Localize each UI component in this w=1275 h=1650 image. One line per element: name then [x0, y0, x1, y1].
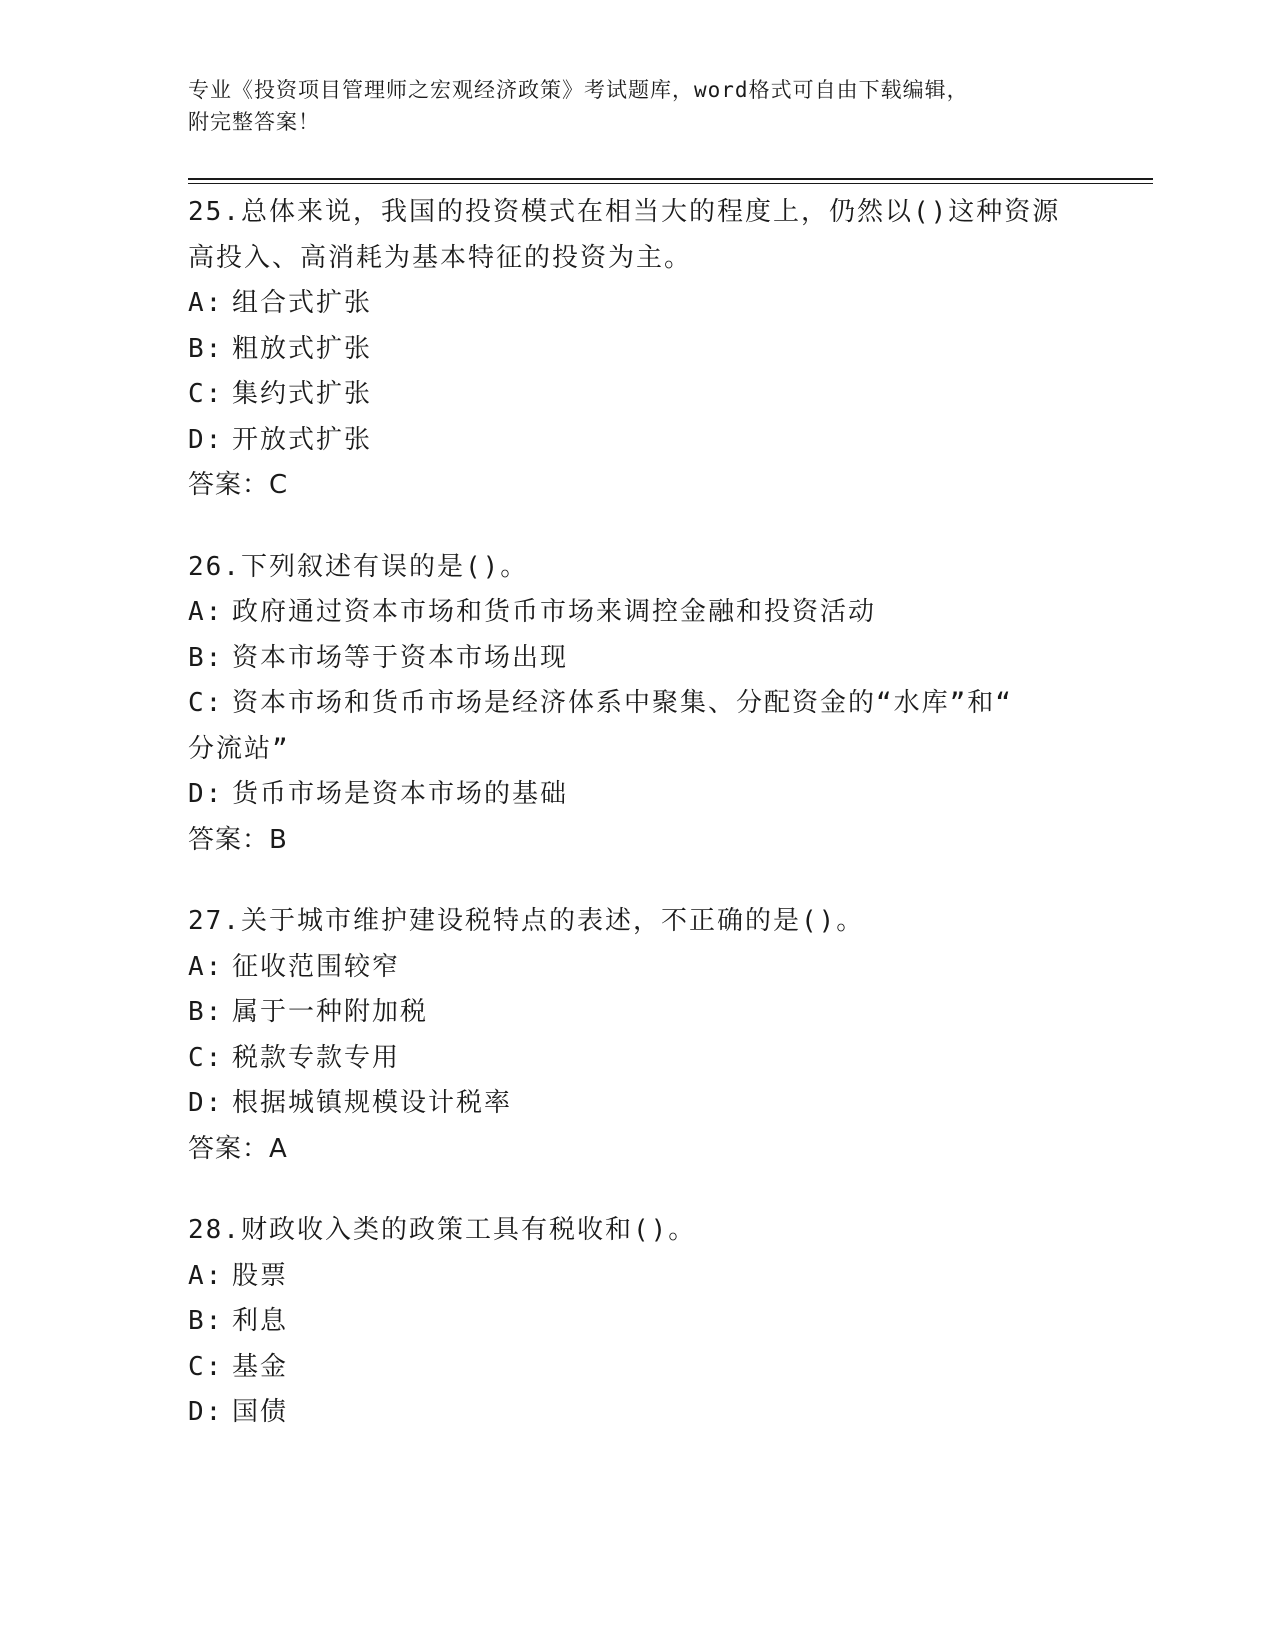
question-26 [188, 545, 1088, 864]
option-d [188, 1390, 1088, 1436]
option-text: 国债 [232, 1397, 289, 1427]
option-key: C: [188, 1351, 224, 1382]
option-text: 资本市场和货币市场是经济体系中聚集、分配资金的“水库”和“ [232, 688, 1013, 718]
option-key: B: [188, 1306, 224, 1336]
option-d [188, 1081, 1088, 1127]
question-25 [188, 190, 1088, 509]
option-c-continuation: 分流站” [188, 733, 290, 764]
option-text: 利息 [232, 1306, 289, 1336]
option-key: C: [188, 379, 224, 409]
option-key: B: [188, 333, 224, 364]
option-b [188, 990, 1088, 1036]
option-a [188, 945, 1088, 991]
question-stem-line: 27.关于城市维护建设税特点的表述，不正确的是()。 [188, 906, 865, 936]
option-key: A: [188, 288, 224, 318]
option-a [188, 1254, 1088, 1300]
option-text: 集约式扩张 [232, 379, 373, 409]
option-text: 基金 [232, 1351, 289, 1382]
option-text: 政府通过资本市场和货币市场来调控金融和投资活动 [232, 597, 877, 627]
option-key: B: [188, 642, 224, 673]
option-b [188, 327, 1088, 373]
option-key: C: [188, 688, 224, 718]
option-c [188, 681, 1088, 727]
option-key: A: [188, 1260, 224, 1291]
option-key: B: [188, 997, 224, 1027]
option-key: A: [188, 951, 224, 982]
option-key: A: [188, 597, 224, 627]
answer-line: 答案：B [188, 824, 288, 855]
option-key: C: [188, 1042, 224, 1073]
question-28 [188, 1208, 1088, 1436]
question-stem-line: 25.总体来说，我国的投资模式在相当大的程度上，仍然以()这种资源 [188, 197, 1061, 227]
option-b [188, 1299, 1088, 1345]
answer-line: 答案：A [188, 1133, 288, 1164]
question-stem-line: 26.下列叙述有误的是()。 [188, 551, 529, 582]
header-line-1: 专业《投资项目管理师之宏观经济政策》考试题库，word格式可自由下载编辑， [188, 78, 969, 102]
option-key: D: [188, 1397, 224, 1427]
header-divider-thin [188, 183, 1153, 184]
option-text: 股票 [232, 1260, 289, 1291]
option-text: 属于一种附加税 [232, 997, 429, 1027]
option-c [188, 1345, 1088, 1391]
option-text: 货币市场是资本市场的基础 [232, 779, 569, 809]
option-d [188, 418, 1088, 464]
option-c [188, 372, 1088, 418]
option-key: D: [188, 779, 224, 809]
option-d [188, 772, 1088, 818]
question-stem-line: 28.财政收入类的政策工具有税收和()。 [188, 1215, 697, 1245]
option-b [188, 636, 1088, 682]
option-text: 开放式扩张 [232, 424, 373, 455]
option-text: 税款专款专用 [232, 1042, 401, 1073]
question-list [188, 190, 1088, 1472]
option-text: 粗放式扩张 [232, 333, 373, 364]
question-27 [188, 899, 1088, 1172]
option-key: D: [188, 424, 224, 455]
document-header [188, 74, 1088, 138]
answer-line: 答案：C [188, 470, 289, 500]
question-stem-line: 高投入、高消耗为基本特征的投资为主。 [188, 242, 693, 273]
option-text: 根据城镇规模设计税率 [232, 1088, 513, 1118]
header-divider-thick [188, 178, 1153, 180]
option-c [188, 1036, 1088, 1082]
option-key: D: [188, 1088, 224, 1118]
option-text: 组合式扩张 [232, 288, 373, 318]
header-line-2: 附完整答案！ [188, 110, 320, 134]
option-a [188, 281, 1088, 327]
option-text: 征收范围较窄 [232, 951, 401, 982]
option-a [188, 590, 1088, 636]
option-text: 资本市场等于资本市场出现 [232, 642, 569, 673]
